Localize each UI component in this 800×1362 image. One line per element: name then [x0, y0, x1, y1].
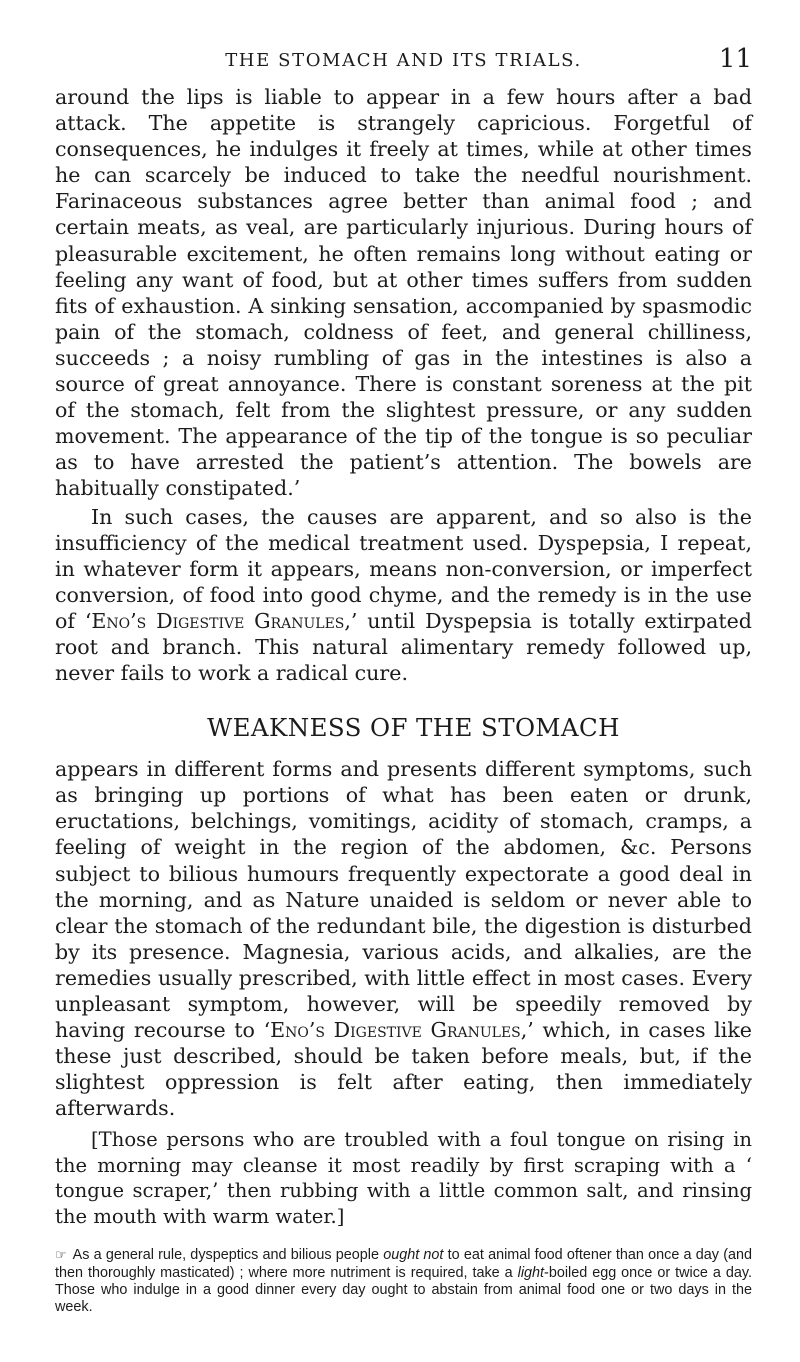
- paragraph-weakness-text: appears in different forms and presents different symptoms, such as bringing up portions of what has been eaten or drunk, eructations, belchings, vomitings, acidity of stomach, cramps, a feeling of weight in the region of the abdomen, &c. Persons subject to bilious humours frequently expectorate a good deal in the morning, and as Nature unaided is seldom or never able to clear the stomach of the redundant bile, the digestion is disturbed by its presence. Magnesia, various acids, and alkalies, are the remedies usually prescribed, with little effect in most cases. Every unpleasant symptom, however, will be speedily removed by having recourse to ‘: [55, 757, 752, 1043]
- remedy-name: Eno’s Digestive Granules: [91, 608, 345, 633]
- footnote: [55, 1247, 752, 1317]
- footnote-emphasis-light: light: [517, 1264, 545, 1281]
- pointing-hand-icon: ☞: [55, 1248, 67, 1264]
- section-heading: WEAKNESS OF THE STOMACH: [207, 713, 620, 743]
- paragraph-symptoms: around the lips is liable to appear in a few hours after a bad attack. The appetite is strangely capricious. Forgetful of consequences, he indulges it freely at times, while at other times he can scarcely be induced to take the needful nourishment. Farinaceous substances agree better than animal food ; and certain meats, as veal, are particularly injurious. During hours of pleasurable excitement, he often remains long without eating or feeling any want of food, but at other times suffers from sudden fits of exhaustion. A sinking sensation, accompanied by spasmodic pain of the stomach, coldness of feet, and general chilliness, succeeds ; a noisy rumbling of gas in the intestines is also a source of great annoyance. There is constant soreness at the pit of the stomach, felt from the slightest pressure, or any sudden movement. The appearance of the tip of the tongue is so peculiar as to have arrested the patient’s attention. The bowels are habitually constipated.’: [55, 85, 752, 501]
- paragraph-weakness: [55, 756, 752, 1121]
- footnote-text-middle: to eat animal food oftener than once a day (and then thoroughly masticated) ; where more nutriment is required, take a: [55, 1247, 752, 1281]
- remedy-name: Eno’s Digestive Granules: [270, 1018, 521, 1043]
- footnote-text: As a general rule, dyspeptics and bilious people: [72, 1247, 384, 1264]
- paragraph-weakness-text-end: ,’ which, in cases like these just described, should be taken before meals, but, if the slightest oppression is felt after eating, then immediately afterwards.: [55, 1018, 752, 1121]
- paragraph-treatment-text-end: ,’ until Dyspepsia is totally extirpated root and branch. This natural alimentary remedy followed up, never fails to work a radical cure.: [55, 608, 752, 686]
- bracketed-note: [Those persons who are troubled with a foul tongue on rising in the morning may cleanse it most readily by first scraping with a ‘ tongue scraper,’ then rubbing with a little common salt, and rinsing the mouth with warm water.]: [55, 1128, 752, 1228]
- footnote-emphasis: ought not: [383, 1247, 444, 1264]
- paragraph-treatment: [55, 504, 752, 687]
- paragraph-treatment-text: In such cases, the causes are apparent, and so also is the insufficiency of the medical treatment used. Dyspepsia, I repeat, in whatever form it appears, means non-conversion, or imperfect conversion, of food into good chyme, and the remedy is in the use of ‘: [55, 504, 752, 633]
- book-page: [55, 44, 752, 1317]
- running-head: [55, 44, 752, 84]
- page-number: 11: [718, 44, 752, 74]
- running-title: THE STOMACH AND ITS TRIALS.: [225, 50, 582, 71]
- footnote-text-end: -boiled egg once or twice a day. Those who indulge in a good dinner every day ought to abstain from animal food one or two days in the week.: [55, 1264, 752, 1316]
